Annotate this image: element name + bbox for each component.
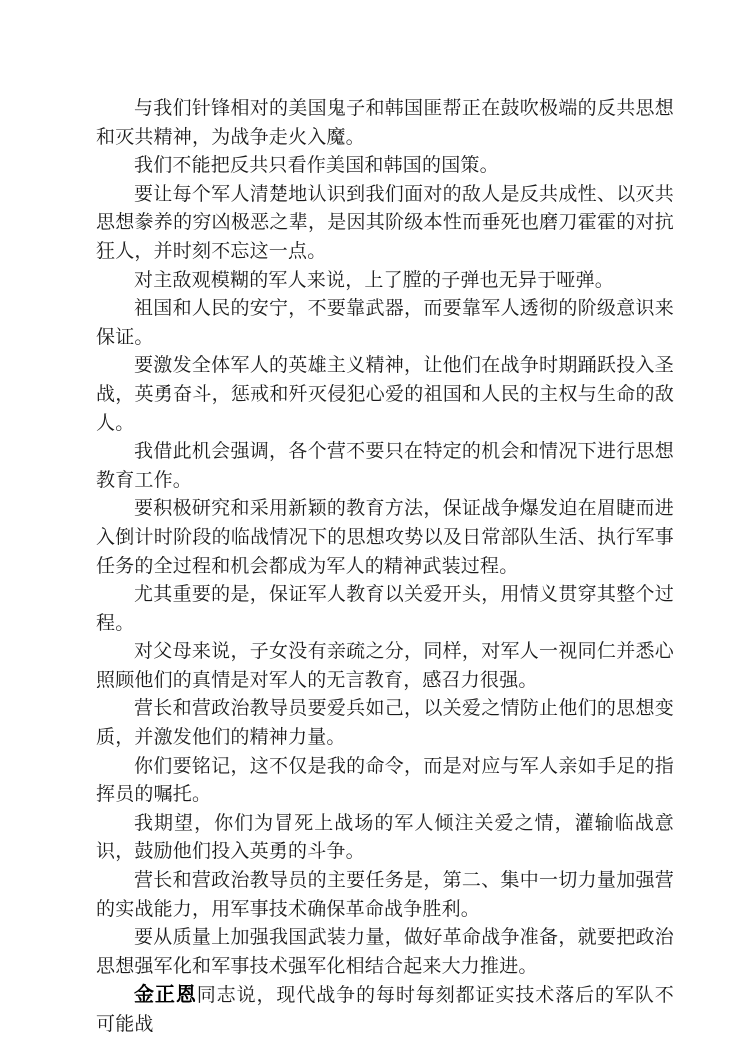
leader-name: 金正恩 — [134, 982, 197, 1007]
paragraph: 要让每个军人清楚地认识到我们面对的敌人是反共成性、以灭共思想豢养的穷凶极恶之辈，是因其阶级本性而垂死也磨刀霍霍的对抗狂人，并时刻不忘这一点。 — [96, 182, 674, 262]
paragraph: 与我们针锋相对的美国鬼子和韩国匪帮正在鼓吹极端的反共思想和灭共精神，为战争走火入魔。 — [96, 97, 674, 148]
paragraph: 对父母来说，子女没有亲疏之分，同样，对军人一视同仁并悉心照顾他们的真情是对军人的无言教育，感召力很强。 — [96, 640, 674, 691]
document-body — [96, 94, 674, 1039]
paragraph: 我期望，你们为冒死上战场的军人倾注关爱之情，灌输临战意识，鼓励他们投入英勇的斗争。 — [96, 811, 674, 863]
paragraph: 尤其重要的是，保证军人教育以关爱开头，用情义贯穿其整个过程。 — [96, 583, 674, 634]
paragraph: 我们不能把反共只看作美国和韩国的国策。 — [134, 154, 499, 177]
paragraph: 要激发全体军人的英雄主义精神，让他们在战争时期踊跃投入圣战，英勇奋斗，惩戒和歼灭侵犯心爱的祖国和人民的主权与生命的敌人。 — [96, 354, 674, 434]
paragraph-last — [96, 980, 674, 1038]
paragraph: 我借此机会强调，各个营不要只在特定的机会和情况下进行思想教育工作。 — [96, 440, 674, 491]
paragraph: 你们要铭记，这不仅是我的命令，而是对应与军人亲如手足的指挥员的嘱托。 — [96, 754, 674, 806]
paragraph: 要积极研究和采用新颖的教育方法，保证战争爆发迫在眉睫而进入倒计时阶段的临战情况下的思想攻势以及日常部队生活、执行军事任务的全过程和机会都成为军人的精神武装过程。 — [96, 497, 674, 577]
paragraph: 要从质量上加强我国武装力量，做好革命战争准备，就要把政治思想强军化和军事技术强军化相结合起来大力推进。 — [96, 926, 674, 977]
paragraph: 营长和营政治教导员的主要任务是，第二、集中一切力量加强营的实战能力，用军事技术确保革命战争胜利。 — [96, 869, 674, 920]
paragraph: 对主敌观模糊的军人来说，上了膛的子弹也无异于哑弹。 — [134, 268, 615, 291]
paragraph: 营长和营政治教导员要爱兵如己，以关爱之情防止他们的思想变质，并激发他们的精神力量。 — [96, 697, 674, 749]
paragraph: 祖国和人民的安宁，不要靠武器，而要靠军人透彻的阶级意识来保证。 — [96, 297, 674, 348]
paragraph-last-text: 同志说，现代战争的每时每刻都证实技术落后的军队不可能战 — [96, 984, 674, 1035]
